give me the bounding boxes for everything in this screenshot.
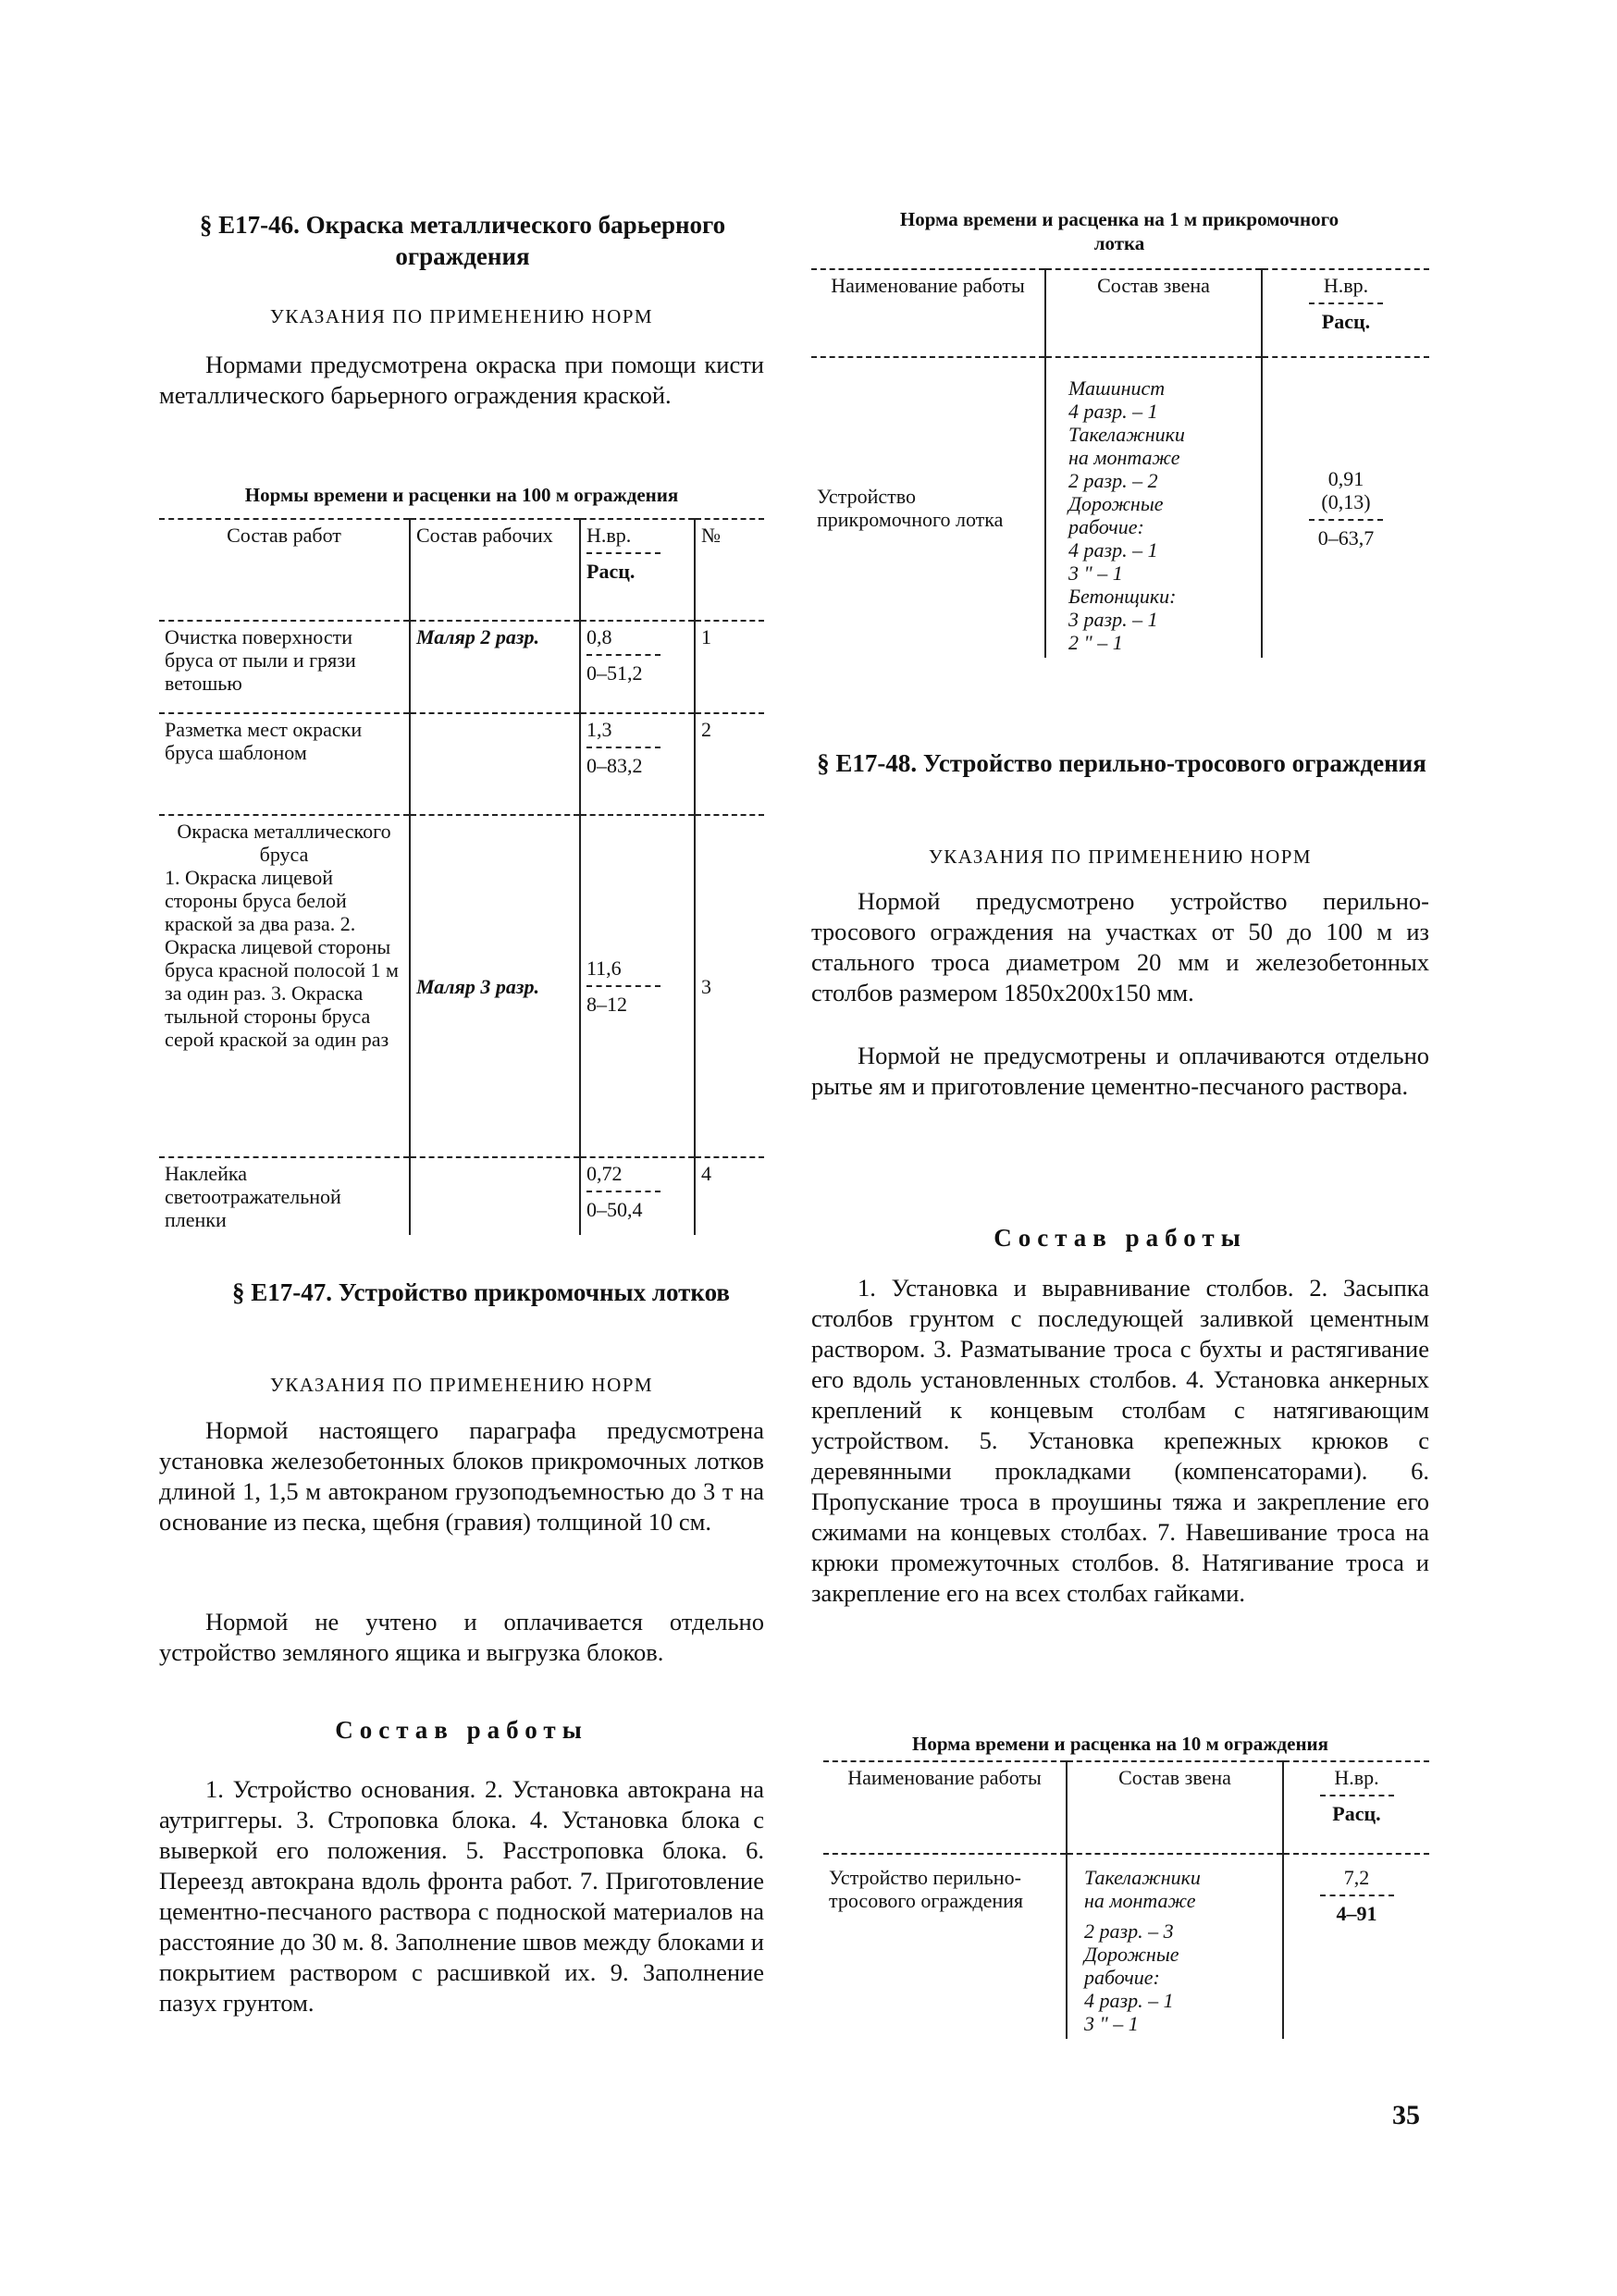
header-crew: Состав звена <box>1045 269 1262 357</box>
row-work: 1. Окраска лицевой стороны бруса белой краской за два раза. 2. Окраска лицевой стороны бруса красной полосой 1 м за один раз. 3. Окраска тыльной стороны бруса серой краской за один раз <box>165 866 399 1051</box>
crew-line: 3 " – 1 <box>1068 562 1123 585</box>
row-name: Устройство прикромочного лотка <box>817 485 1004 531</box>
crew-line: на монтаже <box>1068 446 1180 469</box>
row-num: 4 <box>695 1157 764 1235</box>
table-row <box>159 1157 764 1235</box>
row-nvr: 11,6 <box>586 957 660 987</box>
guidance-heading: УКАЗАНИЯ ПО ПРИМЕНЕНИЮ НОРМ <box>269 305 654 327</box>
section-e17-48-title: § Е17-48. Устройство перильно-тросового ограждения <box>817 749 1426 777</box>
table-row <box>159 713 764 815</box>
paragraph: Нормой не учтено и оплачивается отдельно устройство земляного ящика и выгрузка блоков. <box>159 1608 764 1666</box>
row-rate: 0–51,2 <box>586 661 643 685</box>
table-row <box>159 815 764 1157</box>
crew-line: 3 разр. – 1 <box>1068 608 1158 631</box>
page-number: 35 <box>1392 2100 1420 2130</box>
crew-line: 2 разр. – 2 <box>1068 469 1158 492</box>
header-crew: Состав звена <box>1067 1761 1283 1854</box>
header-rate: Расц. <box>1332 1802 1381 1825</box>
table-row <box>823 1854 1429 2039</box>
row-nvr-extra: (0,13) <box>1309 490 1383 521</box>
crew-line: 4 разр. – 1 <box>1068 400 1158 423</box>
row-nvr: 7,2 <box>1320 1866 1394 1896</box>
crew-line: Дорожные <box>1084 1943 1179 1966</box>
norms-table-e17-48 <box>823 1760 1429 2039</box>
norms-table-e17-46 <box>159 518 764 1235</box>
header-nvr: Н.вр. <box>1320 1766 1394 1796</box>
crew-line: 2 разр. – 3 <box>1084 1920 1174 1943</box>
row-nvr: 0,72 <box>586 1162 660 1192</box>
table-row <box>159 621 764 713</box>
row-workers <box>410 1157 580 1235</box>
row-work: Наклейка светоотражательной пленки <box>165 1162 341 1231</box>
table-title: Норма времени и расценка на 10 м ограждения <box>911 1733 1329 1755</box>
crew-line: на монтаже <box>1084 1889 1196 1912</box>
work-heading: Состав работы <box>335 1716 588 1744</box>
norms-table-e17-47 <box>811 268 1429 658</box>
header-work: Состав работ <box>227 524 341 547</box>
work-text: 1. Устройство основания. 2. Установка автокрана на аутриггеры. 3. Строповка блока. 4. Установка блока с выверкой его положения. 5. Расстроповка блока. 6. Переезд автокрана вдоль фронта работ. 7. Приготовление цементно-песчаного раствора с подноской материалов на расстояние до 30 м. 8. Заполнение швов между блоками и покрытием раствором с расшивкой их. 9. Заполнение пазух грунтом. <box>159 1775 764 2017</box>
crew-line: 4 разр. – 1 <box>1084 1989 1174 2012</box>
header-num: № <box>695 519 764 621</box>
paragraph: Нормой настоящего параграфа предусмотрена установка железобетонных блоков прикромочных лотков длиной 1, 1,5 м автокраном грузоподъемностью до 3 т на основание из песка, щебня (гравия) толщиной 10 см. <box>159 1416 764 1536</box>
row-num: 3 <box>695 815 764 1157</box>
crew-line: Такелажники <box>1068 423 1185 446</box>
section-e17-47-title: § Е17-47. Устройство прикромочных лотков <box>232 1278 730 1306</box>
row-rate: 0–83,2 <box>586 754 643 777</box>
guidance-heading: УКАЗАНИЯ ПО ПРИМЕНЕНИЮ НОРМ <box>928 846 1313 868</box>
crew-line: 3 " – 1 <box>1084 2012 1139 2035</box>
header-name: Наименование работы <box>831 274 1025 297</box>
header-nvr: Н.вр. <box>586 524 660 554</box>
row-rate: 4–91 <box>1336 1902 1377 1925</box>
row-nvr: 0,91 <box>1327 466 1364 490</box>
row-name: Устройство перильно-тросового ограждения <box>829 1866 1024 1912</box>
row-workers <box>410 713 580 815</box>
header-rate: Расц. <box>586 560 636 583</box>
work-text: 1. Установка и выравнивание столбов. 2. Засыпка столбов грунтом с последующей заливкой цементным раствором. 3. Разматывание троса с бухты и растягивание его вдоль установленных столбов. 4. Установка анкерных креплений к концевым столбам с натягивающим устройством. 5. Установка крепежных крюков с деревянными прокладками (компенсаторами). 6. Пропускание троса в проушины тяжа и закрепление его сжимами на концевых столбах. 7. Навешивание троса на крюки промежуточных столбов. 8. Натягивание троса и закрепление его на всех столбах гайками. <box>811 1274 1429 1607</box>
crew-line: 4 разр. – 1 <box>1068 538 1158 562</box>
row-nvr: 1,3 <box>586 718 660 748</box>
row-rate: 8–12 <box>586 993 627 1016</box>
crew-line: Дорожные <box>1068 492 1164 515</box>
row-workers: Маляр 2 разр. <box>410 621 580 713</box>
row-work: Разметка мест окраски бруса шаблоном <box>165 718 363 764</box>
row-num: 2 <box>695 713 764 815</box>
work-heading: Состав работы <box>994 1224 1247 1252</box>
row-num: 1 <box>695 621 764 713</box>
row-nvr: 0,8 <box>586 625 660 656</box>
guidance-heading: УКАЗАНИЯ ПО ПРИМЕНЕНИЮ НОРМ <box>269 1374 654 1396</box>
table-row <box>811 357 1429 658</box>
row-work-title: Окраска металлического бруса <box>177 820 391 866</box>
row-crew <box>1067 1854 1283 2039</box>
row-crew <box>1045 357 1262 658</box>
header-rate: Расц. <box>1321 310 1371 333</box>
crew-line: рабочие: <box>1068 515 1144 538</box>
table-title: Норма времени и расценка на 1 м прикромочного лотка <box>899 208 1339 254</box>
paragraph: Нормой не предусмотрены и оплачиваются отдельно рытье ям и приготовление цементно-песчаного раствора. <box>811 1042 1429 1100</box>
crew-line: Такелажники <box>1084 1866 1201 1889</box>
crew-line: Машинист <box>1068 376 1166 400</box>
paragraph: Нормами предусмотрена окраска при помощи кисти металлического барьерного ограждения краской. <box>159 351 764 409</box>
paragraph: Нормой предусмотрено устройство перильно-тросового ограждения на участках от 50 до 100 м из стального троса диаметром 20 мм и железобетонных столбов размером 1850x200x150 мм. <box>811 887 1429 1006</box>
header-name: Наименование работы <box>847 1766 1042 1789</box>
row-workers: Маляр 3 разр. <box>410 815 580 1157</box>
header-nvr: Н.вр. <box>1309 274 1383 304</box>
table-title: Нормы времени и расценки на 100 м ограждения <box>244 484 679 506</box>
row-rate: 0–63,7 <box>1317 525 1375 549</box>
crew-line: Бетонщики: <box>1068 585 1177 608</box>
row-rate: 0–50,4 <box>586 1198 643 1221</box>
crew-line: рабочие: <box>1084 1966 1160 1989</box>
crew-line: 2 " – 1 <box>1068 631 1123 654</box>
section-e17-46-title: § Е17-46. Окраска металлического барьерного ограждения <box>199 211 726 270</box>
header-workers: Состав рабочих <box>410 519 580 621</box>
row-work: Очистка поверхности бруса от пыли и грязи ветошью <box>165 625 356 695</box>
